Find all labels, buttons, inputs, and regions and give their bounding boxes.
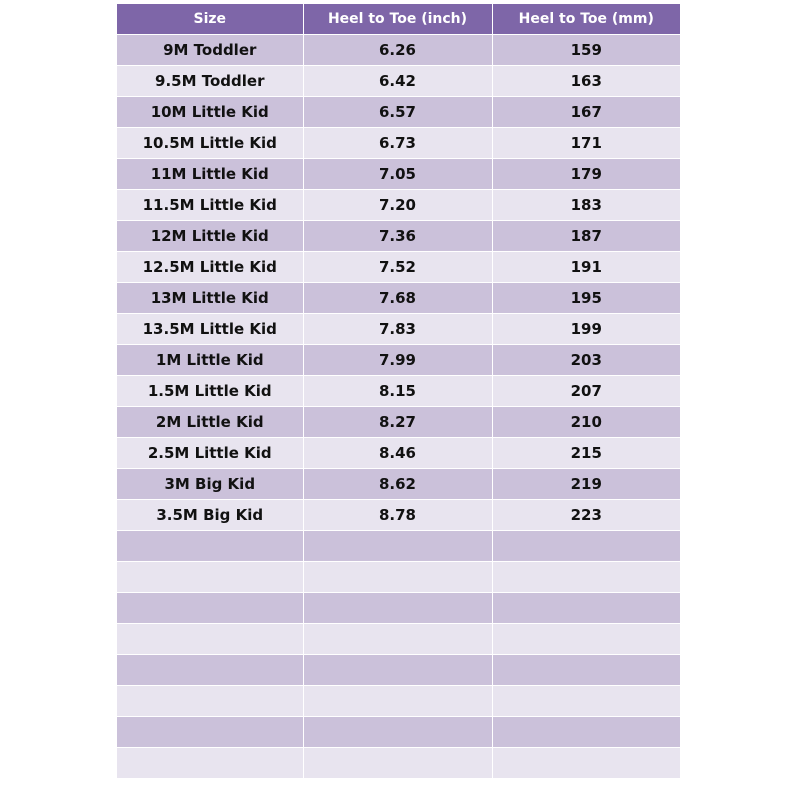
mm-cell: 179 [492, 159, 680, 190]
mm-cell: 183 [492, 190, 680, 221]
mm-cell [492, 686, 680, 717]
table-row [117, 190, 680, 221]
inch-cell: 7.52 [303, 252, 492, 283]
header-size: Size [117, 4, 303, 35]
size-cell: 9.5M Toddler [117, 66, 303, 97]
mm-cell: 207 [492, 376, 680, 407]
size-chart-table [117, 4, 680, 778]
mm-cell: 191 [492, 252, 680, 283]
mm-cell: 199 [492, 314, 680, 345]
mm-cell [492, 593, 680, 624]
table-row [117, 252, 680, 283]
size-cell: 10.5M Little Kid [117, 128, 303, 159]
size-cell: 12M Little Kid [117, 221, 303, 252]
table-row [117, 159, 680, 190]
mm-cell [492, 531, 680, 562]
inch-cell [303, 593, 492, 624]
table-row [117, 66, 680, 97]
size-cell [117, 748, 303, 779]
size-cell: 13M Little Kid [117, 283, 303, 314]
mm-cell: 219 [492, 469, 680, 500]
inch-cell: 7.68 [303, 283, 492, 314]
size-cell [117, 562, 303, 593]
inch-cell: 7.05 [303, 159, 492, 190]
inch-cell [303, 748, 492, 779]
table-row [117, 748, 680, 779]
inch-cell: 8.46 [303, 438, 492, 469]
inch-cell: 7.99 [303, 345, 492, 376]
inch-cell [303, 624, 492, 655]
table-row [117, 686, 680, 717]
inch-cell: 6.42 [303, 66, 492, 97]
size-cell: 3M Big Kid [117, 469, 303, 500]
size-cell: 11M Little Kid [117, 159, 303, 190]
size-cell: 2.5M Little Kid [117, 438, 303, 469]
size-cell [117, 686, 303, 717]
mm-cell [492, 562, 680, 593]
mm-cell: 171 [492, 128, 680, 159]
table-row [117, 438, 680, 469]
header-heel-to-toe-inch: Heel to Toe (inch) [303, 4, 492, 35]
inch-cell [303, 655, 492, 686]
mm-cell: 223 [492, 500, 680, 531]
table-row [117, 314, 680, 345]
table-row [117, 500, 680, 531]
table-row [117, 407, 680, 438]
size-cell [117, 531, 303, 562]
size-cell [117, 593, 303, 624]
mm-cell [492, 748, 680, 779]
size-cell: 9M Toddler [117, 35, 303, 66]
size-cell: 12.5M Little Kid [117, 252, 303, 283]
table-row [117, 376, 680, 407]
size-cell [117, 655, 303, 686]
inch-cell: 7.36 [303, 221, 492, 252]
inch-cell [303, 531, 492, 562]
inch-cell [303, 717, 492, 748]
mm-cell: 163 [492, 66, 680, 97]
table-row [117, 128, 680, 159]
size-cell: 2M Little Kid [117, 407, 303, 438]
table-row [117, 655, 680, 686]
table-row [117, 624, 680, 655]
table-row [117, 283, 680, 314]
size-cell: 1.5M Little Kid [117, 376, 303, 407]
mm-cell: 167 [492, 97, 680, 128]
inch-cell: 6.73 [303, 128, 492, 159]
size-cell: 1M Little Kid [117, 345, 303, 376]
inch-cell: 8.27 [303, 407, 492, 438]
inch-cell: 8.15 [303, 376, 492, 407]
size-cell: 10M Little Kid [117, 97, 303, 128]
mm-cell: 203 [492, 345, 680, 376]
mm-cell: 210 [492, 407, 680, 438]
mm-cell: 195 [492, 283, 680, 314]
mm-cell: 215 [492, 438, 680, 469]
table-row [117, 593, 680, 624]
size-cell: 13.5M Little Kid [117, 314, 303, 345]
table-row [117, 35, 680, 66]
inch-cell: 8.62 [303, 469, 492, 500]
table-row [117, 562, 680, 593]
size-cell: 11.5M Little Kid [117, 190, 303, 221]
table-row [117, 97, 680, 128]
mm-cell: 159 [492, 35, 680, 66]
table-row [117, 469, 680, 500]
inch-cell: 6.26 [303, 35, 492, 66]
mm-cell [492, 717, 680, 748]
table-row [117, 221, 680, 252]
inch-cell: 7.83 [303, 314, 492, 345]
inch-cell: 6.57 [303, 97, 492, 128]
inch-cell [303, 562, 492, 593]
header-heel-to-toe-mm: Heel to Toe (mm) [492, 4, 680, 35]
table-row [117, 717, 680, 748]
size-cell [117, 717, 303, 748]
mm-cell [492, 624, 680, 655]
mm-cell [492, 655, 680, 686]
table-body [117, 35, 680, 779]
inch-cell: 8.78 [303, 500, 492, 531]
table-row [117, 345, 680, 376]
table-header-row [117, 4, 680, 35]
inch-cell [303, 686, 492, 717]
table-row [117, 531, 680, 562]
size-cell [117, 624, 303, 655]
mm-cell: 187 [492, 221, 680, 252]
inch-cell: 7.20 [303, 190, 492, 221]
size-cell: 3.5M Big Kid [117, 500, 303, 531]
